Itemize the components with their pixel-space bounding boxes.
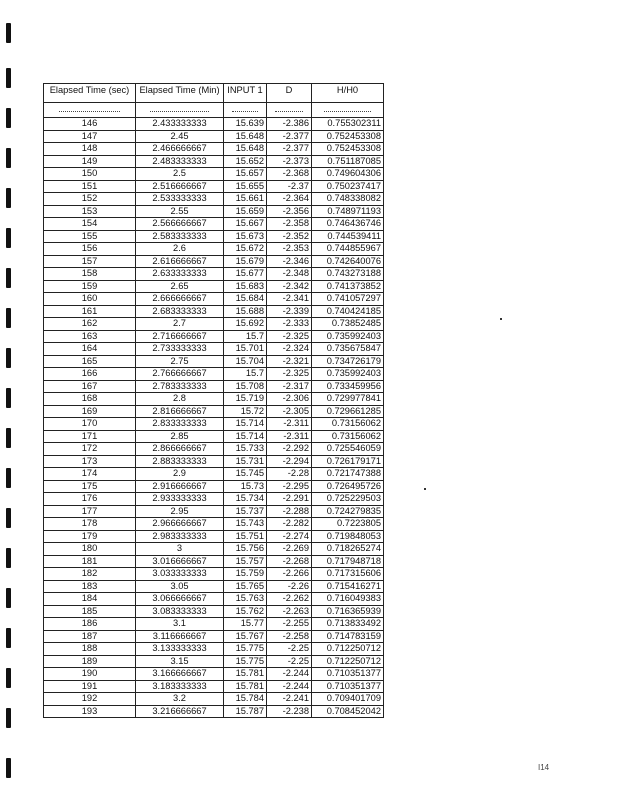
- table-row: [44, 255, 384, 268]
- table-cell: 186: [44, 618, 136, 631]
- table-row: [44, 155, 384, 168]
- table-cell: 0.710351377: [312, 668, 384, 681]
- table-cell: 2.5: [136, 168, 224, 181]
- table-cell: 2.516666667: [136, 180, 224, 193]
- table-cell: 15.692: [224, 318, 267, 331]
- table-cell: 3: [136, 543, 224, 556]
- table-cell: 15.639: [224, 118, 267, 131]
- table-cell: -2.244: [267, 668, 312, 681]
- table-row: [44, 180, 384, 193]
- table-cell: 15.72: [224, 405, 267, 418]
- table-cell: 0.717315606: [312, 568, 384, 581]
- table-cell: 15.757: [224, 555, 267, 568]
- table-cell: 3.216666667: [136, 705, 224, 718]
- table-cell: 2.75: [136, 355, 224, 368]
- table-cell: 192: [44, 693, 136, 706]
- table-row: [44, 480, 384, 493]
- table-row: [44, 618, 384, 631]
- table-cell: 15.7: [224, 368, 267, 381]
- table-cell: 0.735992403: [312, 368, 384, 381]
- table-cell: 15.683: [224, 280, 267, 293]
- table-cell: 15.701: [224, 343, 267, 356]
- table-cell: 2.616666667: [136, 255, 224, 268]
- table-row: [44, 380, 384, 393]
- table-cell: 0.750237417: [312, 180, 384, 193]
- table-cell: -2.274: [267, 530, 312, 543]
- table-row: [44, 330, 384, 343]
- table-cell: 147: [44, 130, 136, 143]
- table-cell: 0.733459956: [312, 380, 384, 393]
- table-cell: 158: [44, 268, 136, 281]
- table-row: [44, 218, 384, 231]
- table-cell: 15.652: [224, 155, 267, 168]
- table-cell: 0.748338082: [312, 193, 384, 206]
- table-cell: 0.719848053: [312, 530, 384, 543]
- table-cell: -2.325: [267, 330, 312, 343]
- table-cell: 189: [44, 655, 136, 668]
- table-cell: 0.73156062: [312, 418, 384, 431]
- table-cell: 0.725229503: [312, 493, 384, 506]
- table-cell: 160: [44, 293, 136, 306]
- table-cell: 0.73156062: [312, 430, 384, 443]
- table-row: [44, 193, 384, 206]
- table-cell: 166: [44, 368, 136, 381]
- table-cell: 0.741373852: [312, 280, 384, 293]
- table-cell: 150: [44, 168, 136, 181]
- table-cell: 15.734: [224, 493, 267, 506]
- table-cell: 15.659: [224, 205, 267, 218]
- table-cell: 3.05: [136, 580, 224, 593]
- table-cell: 2.8: [136, 393, 224, 406]
- header-d: D: [267, 84, 312, 103]
- table-row: [44, 655, 384, 668]
- table-cell: 0.735992403: [312, 330, 384, 343]
- table-cell: 2.45: [136, 130, 224, 143]
- table-cell: 0.712250712: [312, 643, 384, 656]
- table-cell: 15.77: [224, 618, 267, 631]
- table-cell: 15.73: [224, 480, 267, 493]
- table-cell: 154: [44, 218, 136, 231]
- table-row: [44, 468, 384, 481]
- table-cell: 15.731: [224, 455, 267, 468]
- table-row: [44, 568, 384, 581]
- table-cell: 3.066666667: [136, 593, 224, 606]
- table-row: [44, 580, 384, 593]
- table-cell: -2.321: [267, 355, 312, 368]
- table-cell: 2.95: [136, 505, 224, 518]
- table-cell: 0.718265274: [312, 543, 384, 556]
- table-row: [44, 143, 384, 156]
- table-cell: 0.716365939: [312, 605, 384, 618]
- table-cell: 15.648: [224, 143, 267, 156]
- table-cell: 168: [44, 393, 136, 406]
- table-cell: 3.133333333: [136, 643, 224, 656]
- table-cell: 0.721747388: [312, 468, 384, 481]
- table-cell: 2.6: [136, 243, 224, 256]
- table-cell: 0.710351377: [312, 680, 384, 693]
- table-cell: 0.726495726: [312, 480, 384, 493]
- table-cell: 0.717948718: [312, 555, 384, 568]
- table-cell: 0.709401709: [312, 693, 384, 706]
- table-cell: 156: [44, 243, 136, 256]
- table-cell: 15.767: [224, 630, 267, 643]
- table-cell: 0.712250712: [312, 655, 384, 668]
- table-cell: 15.775: [224, 655, 267, 668]
- header-row: [44, 84, 384, 103]
- table-row: [44, 280, 384, 293]
- table-cell: 153: [44, 205, 136, 218]
- table-cell: 15.775: [224, 643, 267, 656]
- table-cell: 172: [44, 443, 136, 456]
- table-cell: -2.306: [267, 393, 312, 406]
- table-cell: 2.783333333: [136, 380, 224, 393]
- table-cell: 15.781: [224, 668, 267, 681]
- table-cell: 15.743: [224, 518, 267, 531]
- table-cell: -2.348: [267, 268, 312, 281]
- table-cell: 0.7223805: [312, 518, 384, 531]
- table-row: [44, 318, 384, 331]
- table-row: [44, 293, 384, 306]
- table-cell: 0.715416271: [312, 580, 384, 593]
- table-cell: 2.933333333: [136, 493, 224, 506]
- table-cell: 2.433333333: [136, 118, 224, 131]
- header-underline-row: [44, 103, 384, 118]
- table-cell: 2.966666667: [136, 518, 224, 531]
- table-cell: 155: [44, 230, 136, 243]
- table-cell: 171: [44, 430, 136, 443]
- table-cell: 146: [44, 118, 136, 131]
- table-cell: 2.916666667: [136, 480, 224, 493]
- table-cell: -2.325: [267, 368, 312, 381]
- table-cell: 183: [44, 580, 136, 593]
- table-cell: 2.666666667: [136, 293, 224, 306]
- table-cell: 15.763: [224, 593, 267, 606]
- table-cell: 2.733333333: [136, 343, 224, 356]
- table-cell: 3.15: [136, 655, 224, 668]
- table-cell: 2.466666667: [136, 143, 224, 156]
- table-cell: 15.684: [224, 293, 267, 306]
- table-cell: 174: [44, 468, 136, 481]
- table-cell: 15.661: [224, 193, 267, 206]
- table-cell: -2.258: [267, 630, 312, 643]
- table-cell: 15.787: [224, 705, 267, 718]
- table-cell: 3.183333333: [136, 680, 224, 693]
- table-cell: -2.324: [267, 343, 312, 356]
- table-cell: 15.673: [224, 230, 267, 243]
- table-row: [44, 693, 384, 706]
- table-cell: 0.725546059: [312, 443, 384, 456]
- data-table: [43, 83, 384, 718]
- table-cell: 180: [44, 543, 136, 556]
- table-row: [44, 305, 384, 318]
- table-row: [44, 680, 384, 693]
- table-cell: 2.7: [136, 318, 224, 331]
- table-cell: 0.726179171: [312, 455, 384, 468]
- table-cell: -2.294: [267, 455, 312, 468]
- table-cell: 15.719: [224, 393, 267, 406]
- table-row: [44, 368, 384, 381]
- table-cell: 15.784: [224, 693, 267, 706]
- table-cell: -2.386: [267, 118, 312, 131]
- table-cell: 0.748971193: [312, 205, 384, 218]
- table-cell: 0.73852485: [312, 318, 384, 331]
- table-cell: -2.311: [267, 430, 312, 443]
- table-row: [44, 243, 384, 256]
- table-cell: 165: [44, 355, 136, 368]
- table-cell: -2.339: [267, 305, 312, 318]
- table-cell: 2.9: [136, 468, 224, 481]
- table-cell: 15.655: [224, 180, 267, 193]
- table-cell: 15.759: [224, 568, 267, 581]
- table-cell: 152: [44, 193, 136, 206]
- table-cell: -2.25: [267, 643, 312, 656]
- table-cell: -2.292: [267, 443, 312, 456]
- table-cell: -2.255: [267, 618, 312, 631]
- table-row: [44, 555, 384, 568]
- table-cell: -2.373: [267, 155, 312, 168]
- table-cell: 190: [44, 668, 136, 681]
- table-cell: 162: [44, 318, 136, 331]
- table-row: [44, 505, 384, 518]
- table-cell: 15.708: [224, 380, 267, 393]
- table-cell: 2.983333333: [136, 530, 224, 543]
- table-cell: 0.742640076: [312, 255, 384, 268]
- table-cell: 3.116666667: [136, 630, 224, 643]
- table-cell: 15.756: [224, 543, 267, 556]
- table-cell: 15.7: [224, 330, 267, 343]
- table-cell: 161: [44, 305, 136, 318]
- table-cell: 2.583333333: [136, 230, 224, 243]
- table-cell: 2.483333333: [136, 155, 224, 168]
- table-cell: -2.37: [267, 180, 312, 193]
- table-cell: 15.714: [224, 430, 267, 443]
- table-cell: 0.714783159: [312, 630, 384, 643]
- table-cell: 15.657: [224, 168, 267, 181]
- table-cell: -2.268: [267, 555, 312, 568]
- table-cell: 2.883333333: [136, 455, 224, 468]
- table-cell: 0.734726179: [312, 355, 384, 368]
- table-cell: -2.356: [267, 205, 312, 218]
- table-cell: 0.743273188: [312, 268, 384, 281]
- table-cell: 15.714: [224, 418, 267, 431]
- table-cell: 149: [44, 155, 136, 168]
- table-cell: 15.762: [224, 605, 267, 618]
- table-cell: 2.866666667: [136, 443, 224, 456]
- table-cell: 175: [44, 480, 136, 493]
- table-cell: 2.816666667: [136, 405, 224, 418]
- table-cell: 15.688: [224, 305, 267, 318]
- table-row: [44, 668, 384, 681]
- table-cell: 178: [44, 518, 136, 531]
- table-cell: 3.083333333: [136, 605, 224, 618]
- table-row: [44, 430, 384, 443]
- table-cell: 2.766666667: [136, 368, 224, 381]
- binder-punch-marks: [6, 0, 14, 800]
- table-row: [44, 168, 384, 181]
- table-cell: 167: [44, 380, 136, 393]
- table-cell: -2.342: [267, 280, 312, 293]
- table-cell: -2.311: [267, 418, 312, 431]
- table-cell: 182: [44, 568, 136, 581]
- table-cell: 0.744855967: [312, 243, 384, 256]
- table-cell: -2.346: [267, 255, 312, 268]
- table-row: [44, 518, 384, 531]
- table-cell: 15.745: [224, 468, 267, 481]
- table-cell: -2.333: [267, 318, 312, 331]
- table-row: [44, 543, 384, 556]
- table-cell: -2.266: [267, 568, 312, 581]
- table-cell: 0.744539411: [312, 230, 384, 243]
- table-cell: 2.683333333: [136, 305, 224, 318]
- table-cell: 187: [44, 630, 136, 643]
- table-cell: 15.677: [224, 268, 267, 281]
- table-cell: 2.533333333: [136, 193, 224, 206]
- table-row: [44, 130, 384, 143]
- table-cell: 3.1: [136, 618, 224, 631]
- table-cell: -2.241: [267, 693, 312, 706]
- table-cell: -2.305: [267, 405, 312, 418]
- table-cell: 2.833333333: [136, 418, 224, 431]
- table-cell: -2.358: [267, 218, 312, 231]
- table-cell: -2.238: [267, 705, 312, 718]
- table-cell: -2.263: [267, 605, 312, 618]
- table-row: [44, 405, 384, 418]
- table-cell: 15.765: [224, 580, 267, 593]
- table-cell: 0.729661285: [312, 405, 384, 418]
- table-cell: 177: [44, 505, 136, 518]
- table-cell: 185: [44, 605, 136, 618]
- table-cell: 2.85: [136, 430, 224, 443]
- table-row: [44, 205, 384, 218]
- table-cell: 15.751: [224, 530, 267, 543]
- table-cell: -2.364: [267, 193, 312, 206]
- table-row: [44, 230, 384, 243]
- table-cell: 151: [44, 180, 136, 193]
- header-h-h0: H/H0: [312, 84, 384, 103]
- table-cell: 2.65: [136, 280, 224, 293]
- page-number: I14: [538, 763, 550, 772]
- table-cell: 184: [44, 593, 136, 606]
- table-cell: 15.667: [224, 218, 267, 231]
- table-cell: 15.733: [224, 443, 267, 456]
- table-body: [44, 118, 384, 718]
- table-cell: -2.28: [267, 468, 312, 481]
- table-cell: 0.752453308: [312, 143, 384, 156]
- table-cell: 193: [44, 705, 136, 718]
- table-cell: 191: [44, 680, 136, 693]
- table-cell: 15.679: [224, 255, 267, 268]
- table-cell: -2.368: [267, 168, 312, 181]
- table-cell: 148: [44, 143, 136, 156]
- table-row: [44, 393, 384, 406]
- table-row: [44, 643, 384, 656]
- table-cell: 2.566666667: [136, 218, 224, 231]
- table-cell: 2.55: [136, 205, 224, 218]
- table-row: [44, 605, 384, 618]
- table-cell: 15.781: [224, 680, 267, 693]
- table-cell: 179: [44, 530, 136, 543]
- table-cell: 163: [44, 330, 136, 343]
- table-cell: 0.741057297: [312, 293, 384, 306]
- table-cell: 15.672: [224, 243, 267, 256]
- table-cell: -2.341: [267, 293, 312, 306]
- table-cell: 188: [44, 643, 136, 656]
- table-cell: 0.713833492: [312, 618, 384, 631]
- table-row: [44, 593, 384, 606]
- table-cell: 2.633333333: [136, 268, 224, 281]
- table-cell: 15.648: [224, 130, 267, 143]
- table-cell: 164: [44, 343, 136, 356]
- table-row: [44, 418, 384, 431]
- header-elapsed-sec: Elapsed Time (sec): [44, 84, 136, 103]
- table-row: [44, 455, 384, 468]
- table-cell: 3.2: [136, 693, 224, 706]
- table-cell: -2.269: [267, 543, 312, 556]
- table-cell: -2.244: [267, 680, 312, 693]
- table-row: [44, 355, 384, 368]
- table-cell: 170: [44, 418, 136, 431]
- table-cell: 157: [44, 255, 136, 268]
- table-cell: -2.262: [267, 593, 312, 606]
- table-cell: 0.708452042: [312, 705, 384, 718]
- table-cell: 0.755302311: [312, 118, 384, 131]
- table-cell: -2.282: [267, 518, 312, 531]
- table-cell: 15.704: [224, 355, 267, 368]
- table-cell: 0.752453308: [312, 130, 384, 143]
- table-cell: 0.751187085: [312, 155, 384, 168]
- table-cell: 0.746436746: [312, 218, 384, 231]
- table-row: [44, 443, 384, 456]
- table-cell: 0.724279835: [312, 505, 384, 518]
- table-row: [44, 118, 384, 131]
- table-cell: -2.317: [267, 380, 312, 393]
- table-cell: 0.729977841: [312, 393, 384, 406]
- table-cell: -2.26: [267, 580, 312, 593]
- table-cell: -2.353: [267, 243, 312, 256]
- table-cell: 3.016666667: [136, 555, 224, 568]
- table-cell: 15.737: [224, 505, 267, 518]
- table-cell: -2.352: [267, 230, 312, 243]
- table-cell: -2.377: [267, 143, 312, 156]
- table-cell: 0.716049383: [312, 593, 384, 606]
- table-cell: -2.288: [267, 505, 312, 518]
- table-row: [44, 493, 384, 506]
- table-cell: 3.166666667: [136, 668, 224, 681]
- table-cell: 0.749604306: [312, 168, 384, 181]
- table-cell: -2.25: [267, 655, 312, 668]
- table-cell: 2.716666667: [136, 330, 224, 343]
- table-cell: 159: [44, 280, 136, 293]
- table-row: [44, 530, 384, 543]
- table-row: [44, 705, 384, 718]
- table-cell: 3.033333333: [136, 568, 224, 581]
- table-row: [44, 268, 384, 281]
- table-cell: 181: [44, 555, 136, 568]
- table-cell: 176: [44, 493, 136, 506]
- table-cell: 0.740424185: [312, 305, 384, 318]
- table-row: [44, 343, 384, 356]
- table-cell: 169: [44, 405, 136, 418]
- table-row: [44, 630, 384, 643]
- table-cell: 173: [44, 455, 136, 468]
- table-cell: -2.295: [267, 480, 312, 493]
- header-elapsed-min: Elapsed Time (Min): [136, 84, 224, 103]
- table-cell: 0.735675847: [312, 343, 384, 356]
- header-input-1: INPUT 1: [224, 84, 267, 103]
- table-cell: -2.291: [267, 493, 312, 506]
- table-cell: -2.377: [267, 130, 312, 143]
